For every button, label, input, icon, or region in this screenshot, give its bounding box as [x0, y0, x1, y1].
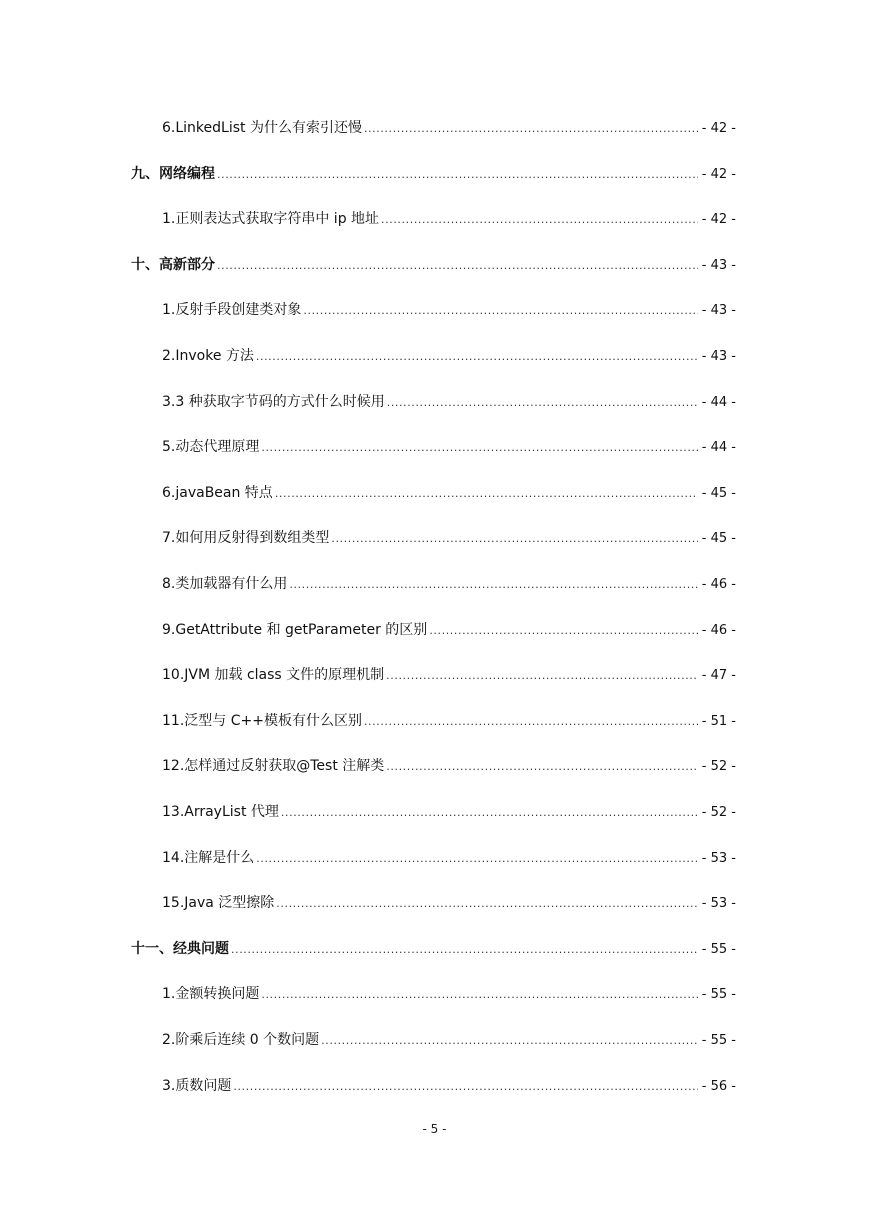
toc-entry-row[interactable] [162, 711, 736, 732]
toc-entry-row[interactable] [162, 984, 736, 1005]
toc-entry-page: - 42 - [701, 212, 736, 228]
toc-entry-row[interactable] [162, 574, 736, 595]
toc-entry-page: - 52 - [701, 759, 736, 775]
toc-entry-row[interactable] [162, 893, 736, 914]
toc-entry-title: 1.正则表达式获取字符串中 ip 地址 [162, 211, 380, 228]
toc-entry-row[interactable] [162, 437, 736, 458]
toc-dot-leader [364, 712, 698, 732]
toc-entry-title: 13.ArrayList 代理 [162, 804, 279, 820]
toc-entry-title: 10.JVM 加载 class 文件的原理机制 [162, 667, 385, 684]
toc-entry-page: - 43 - [701, 257, 736, 273]
toc-entry-title: 6.javaBean 特点 [162, 484, 273, 501]
toc-dot-leader [276, 894, 698, 914]
toc-entry-title: 3.质数问题 [162, 1077, 232, 1094]
toc-dot-leader [281, 803, 698, 823]
toc-dot-leader [256, 849, 698, 869]
toc-entry-row[interactable] [162, 528, 736, 549]
toc-entry-title: 十一、经典问题 [131, 940, 229, 957]
toc-entry-title: 1.金额转换问题 [162, 986, 260, 1003]
toc-chapter-row[interactable] [131, 255, 736, 276]
toc-dot-leader [331, 529, 697, 549]
toc-entry-row[interactable] [162, 118, 736, 139]
toc-entry-page: - 43 - [701, 303, 736, 319]
toc-entry-row[interactable] [162, 300, 736, 321]
toc-entry-row[interactable] [162, 483, 736, 504]
toc-entry-row[interactable] [162, 665, 736, 686]
toc-entry-title: 3.3 种获取字节码的方式什么时候用 [162, 393, 385, 410]
toc-dot-leader [386, 757, 698, 777]
toc-entry-title: 12.怎样通过反射获取@Test 注解类 [162, 758, 385, 775]
toc-entry-page: - 55 - [701, 941, 736, 957]
toc-chapter-row[interactable] [131, 164, 736, 185]
toc-entry-page: - 56 - [701, 1078, 736, 1094]
toc-entry-page: - 51 - [701, 713, 736, 729]
toc-entry-row[interactable] [162, 1076, 736, 1097]
toc-dot-leader [231, 940, 698, 960]
toc-entry-title: 15.Java 泛型擦除 [162, 895, 275, 912]
toc-entry-row[interactable] [162, 209, 736, 230]
page-number-footer: - 5 - [422, 1122, 447, 1136]
toc-dot-leader [261, 438, 697, 458]
toc-entry-row[interactable] [162, 848, 736, 869]
toc-entry-page: - 55 - [701, 1033, 736, 1048]
toc-entry-title: 7.如何用反射得到数组类型 [162, 530, 330, 547]
toc-entry-row[interactable] [162, 1030, 736, 1051]
toc-entry-title: 2.阶乘后连续 0 个数问题 [162, 1032, 320, 1048]
toc-dot-leader [429, 621, 697, 641]
toc-entry-title: 1.反射手段创建类对象 [162, 302, 302, 319]
toc-dot-leader [386, 666, 698, 686]
toc-entry-page: - 47 - [701, 668, 736, 684]
toc-entry-row[interactable] [162, 392, 736, 413]
toc-entry-page: - 42 - [701, 166, 736, 182]
toc-dot-leader [289, 575, 697, 595]
toc-dot-leader [233, 1077, 697, 1097]
toc-entry-page: - 45 - [701, 485, 736, 501]
toc-dot-leader [261, 985, 697, 1005]
toc-dot-leader [381, 210, 698, 230]
toc-dot-leader [217, 256, 698, 276]
toc-entry-row[interactable] [162, 620, 736, 641]
toc-entry-title: 8.类加载器有什么用 [162, 576, 288, 592]
toc-chapter-row[interactable] [131, 939, 736, 960]
toc-entry-title: 九、网络编程 [131, 165, 215, 182]
toc-entry-page: - 43 - [701, 349, 736, 364]
toc-dot-leader [364, 119, 698, 139]
toc-entry-page: - 53 - [701, 896, 736, 912]
toc-entry-page: - 52 - [701, 805, 736, 820]
toc-entry-title: 十、高新部分 [131, 256, 215, 273]
toc-entry-title: 6.LinkedList 为什么有索引还慢 [162, 120, 362, 136]
toc-entry-row[interactable] [162, 756, 736, 777]
toc-dot-leader [321, 1031, 698, 1051]
toc-dot-leader [275, 484, 698, 504]
toc-entry-title: 2.Invoke 方法 [162, 348, 254, 364]
toc-dot-leader [387, 393, 698, 413]
toc-dot-leader [256, 347, 698, 367]
toc-entry-page: - 42 - [701, 121, 736, 136]
toc-entry-page: - 44 - [701, 394, 736, 410]
toc-entry-page: - 44 - [701, 440, 736, 456]
toc-entry-row[interactable] [162, 802, 736, 823]
toc-entry-page: - 53 - [701, 850, 736, 866]
toc-entry-title: 14.注解是什么 [162, 849, 255, 866]
toc-entry-page: - 55 - [701, 987, 736, 1003]
toc-entry-page: - 46 - [701, 577, 736, 592]
toc-dot-leader [303, 301, 697, 321]
toc-dot-leader [217, 165, 698, 185]
toc-entry-title: 9.GetAttribute 和 getParameter 的区别 [162, 621, 428, 638]
toc-entry-page: - 46 - [701, 622, 736, 638]
toc-entry-row[interactable] [162, 346, 736, 367]
toc-entry-page: - 45 - [701, 531, 736, 547]
toc-entry-title: 11.泛型与 C++模板有什么区别 [162, 712, 362, 729]
toc-entry-title: 5.动态代理原理 [162, 439, 260, 456]
